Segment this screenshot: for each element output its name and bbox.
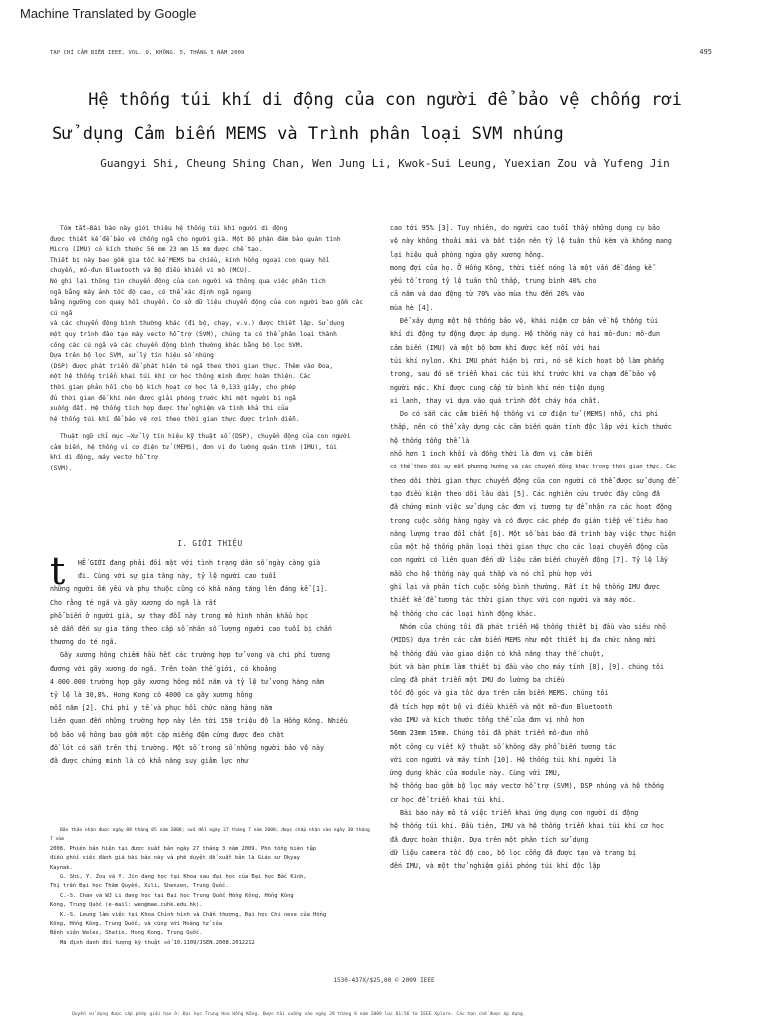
abstract-line: một hệ thống triển khai túi khí cơ học thông minh được hoàn thiện. Các	[50, 373, 311, 381]
body-line: mẫu cho hệ thống này quá thấp và nó chỉ phù hợp với	[390, 569, 593, 578]
abstract-line: và các chuyển động bình thường khác (đi bộ, chạy, v.v.) được thiết lập. Sử dụng	[50, 320, 345, 328]
intro-line: tỷ lệ là 30,8%. Hong Kong có 4000 ca gãy xương hông	[50, 691, 253, 700]
keywords-line: Thuật ngữ chỉ mục —Xử lý tín hiệu kỹ thuật số (DSP), chuyển động của con người	[60, 433, 351, 440]
body-line: Để xây dựng một hệ thống bảo vệ, khái niệm cơ bản về hệ thống túi	[400, 317, 659, 326]
body-line: trong cuộc sống hàng ngày và có được các phép đo gián tiếp về tiêu hao	[390, 516, 668, 525]
body-line: đã tích hợp một bộ vi điều khiển và một mô-đun Bluetooth	[390, 702, 613, 711]
abstract-line: Micro (IMU) có kích thước 56 mm 23 mm 15 mm được chế tạo.	[50, 246, 263, 254]
body-line: thiết kế để tương tác thời gian thực với con người và máy móc.	[390, 596, 637, 605]
intro-line: đồ lót có sẵn trên thị trường. Một số trong số những người bảo vệ này	[50, 743, 324, 752]
abstract-line: hệ thống túi khí để bảo vệ rơi theo thời gian thực được trình diễn.	[50, 415, 300, 423]
body-line: dữ liệu camera tốc độ cao, bộ lọc cổng đã được tạo và trang bị	[390, 848, 637, 857]
intro-line: 4 000 000 trường hợp gãy xương hông mỗi năm và tỷ lệ tử vong hàng năm	[50, 677, 324, 686]
keywords-line: cảm biến, hệ thống vi cơ điện tử (MEMS), đơn vị đo lường quán tính (IMU), túi	[50, 443, 337, 451]
page-number: 495	[699, 48, 712, 56]
body-line: cũng đã phát triển một IMU đo lường ba chiều	[390, 676, 565, 685]
right-column-text	[390, 222, 720, 874]
drop-cap-letter: t	[50, 549, 66, 593]
body-line: hệ thống tổng thể là	[390, 436, 470, 445]
intro-line: đương với gãy xương do ngã. Trên toàn thế giới, có khoảng	[50, 664, 277, 673]
body-line: Bài báo này mô tả việc triển khai ứng dụng con người di động	[400, 809, 639, 818]
index-terms	[50, 432, 370, 474]
body-line: người mặc. Khí được cung cấp từ bình khí nén tiện dụng	[390, 383, 605, 392]
footnote-line: K.-S. Leung làm việc tại Khoa Chỉnh hình và Chấn thương, Đại học Chi nese của Hồng	[60, 911, 327, 918]
body-line: thấp, nên có thể xây dựng các cảm biến quán tính độc lập với kích thước	[390, 423, 672, 432]
machine-translation-banner: Machine Translated by Google	[20, 6, 197, 21]
intro-line: những người ốm yếu và phụ thuộc cũng có khả năng tăng lên đáng kể [1].	[50, 585, 328, 594]
body-line: hệ thống bao gồm bộ lọc máy vectơ hỗ trợ (SVM), DSP nhúng và hệ thống	[390, 782, 664, 791]
body-line: tạo điều kiện theo dõi lâu dài [5]. Các nghiên cứu trước đây cũng đã	[390, 489, 660, 498]
intro-line: Cho rằng té ngã và gãy xương do ngã là rất	[50, 598, 217, 607]
keywords-line: (SVM).	[50, 464, 73, 472]
abstract-line: (DSP) được phát triển để phát hiện té ngã theo thời gian thực. Thêm vào Đoa,	[50, 362, 334, 370]
footnote-line: Kong, Trung Quốc (e-mail: wen@mae.cuhk.edu.hk).	[50, 902, 203, 909]
abstract-line: đủ thời gian để khí nén được giải phóng trước khi một người bị ngã	[50, 394, 296, 402]
body-line: túi khí nylon. Khi IMU phát hiện bị rơi, nó sẽ kích hoạt bộ làm phẳng	[390, 356, 664, 365]
section-heading: I. GIỚI THIỆU	[177, 539, 243, 548]
introduction-text	[50, 557, 370, 768]
body-line: cao tới 95% [3]. Tuy nhiên, do người cao tuổi thấy những dụng cụ bảo	[390, 224, 660, 232]
body-line: Nhóm của chúng tôi đã phát triển Hệ thống thiết bị đầu vào siêu nhỏ	[400, 622, 666, 631]
body-line: lại hiệu quả phòng ngừa gãy xương hông.	[390, 250, 545, 259]
body-line: hệ thống túi khí. Đầu tiên, IMU và hệ thống triển khai túi khí cơ học	[390, 822, 664, 831]
body-line: 56mm 23mm 15mm. Chúng tôi đã phát triển mô-đun nhỏ	[390, 729, 589, 738]
body-line: có thể theo dõi sự mất phương hướng và các chuyển động khác trong thời gian thực. Các	[390, 464, 677, 471]
body-line: của một hệ thống phân loại thời gian thực cho các loại chuyển động của	[390, 543, 668, 552]
body-line: một công cụ viết kỹ thuật số không dây phổ biến tương tác	[390, 742, 617, 751]
issn-copyright: 1530-437X/$25,00 © 2009 IEEE	[333, 977, 435, 984]
body-line: hệ thống đầu vào giao diện có khả năng thay thế chuột,	[390, 649, 605, 658]
body-line: trong, sau đó sẽ triển khai các túi khí trước khi va chạm để bảo vệ	[390, 370, 656, 379]
body-line: con người có liên quan đến dữ liệu cảm biến chuyển động [7]. Tỷ lệ lấy	[390, 556, 668, 565]
body-line: năng lượng trao đổi chất [6]. Một số bài báo đã trình bày việc thực hiện	[390, 529, 676, 538]
abstract	[50, 224, 370, 425]
author-list: Guangyi Shi, Cheung Shing Chan, Wen Jung Li, Kwok-Sui Leung, Yuexian Zou và Yufeng Jin	[100, 157, 670, 170]
body-line: nhỏ hơn 1 inch khối và đồng thời là đơn vị cảm biến	[390, 450, 593, 459]
abstract-line: thời gian phản hồi cho bộ kích hoạt cơ học là 0,133 giây, cho phép	[50, 383, 296, 391]
intro-line: mỗi năm [2]. Chi phí y tế và phục hồi chức năng hàng năm	[50, 704, 273, 713]
intro-line: liên quan đến những trường hợp này lên tới 150 triệu đô la Hồng Kông. Nhiều	[50, 717, 348, 726]
footnote-line: Kaynak.	[50, 864, 73, 871]
intro-line: HẾ GIỚI đang phải đối mặt với tình trạng dân số ngày càng già	[78, 559, 321, 567]
body-line: vào IMU và kích thước tổng thể của đơn vị nhỏ hơn	[390, 715, 585, 724]
body-line: hệ thống cho các loại hình động khác.	[390, 609, 537, 618]
footnote-line: G. Shi, Y. Zou và Y. Jin đang học tại Khoa sau đại học của Đại học Bắc Kinh,	[60, 874, 307, 881]
footnote-received: Bản thảo nhận được ngày 08 tháng 05 năm 2008; sửa đổi ngày 27 tháng 7 năm 2008; được chấp nhận vào ngày 30 tháng 7 năm	[50, 828, 370, 843]
body-line: khí di động tự động được áp dụng. Hệ thống này có hai mô-đun: mô-đun	[390, 330, 660, 339]
body-line: yếu tố trong tỷ lệ tuân thủ thấp, trung bình 40% cho	[390, 277, 597, 286]
body-line: tốc độ góc và gia tốc dựa trên cảm biến MEMS. chúng tôi	[390, 689, 609, 698]
body-line: vệ này không thoải mái và bất tiện nên tỷ lệ tuân thủ kém và không mang	[390, 237, 672, 246]
footnotes	[50, 826, 370, 948]
abstract-line: một quy trình đào tạo máy vectơ hỗ trợ (SVM), chúng ta có thể phân loại thành	[50, 330, 337, 338]
abstract-line: xuống đất. Hệ thống tích hợp được thử nghiệm và tính khả thi của	[50, 405, 289, 413]
abstract-line: ngã bằng máy ảnh tốc độ cao, có thể xác định ngã ngang	[50, 288, 252, 296]
body-line: cơ học để triển khai túi khí.	[390, 795, 506, 804]
body-line: bút và bàn phím làm thiết bị đầu vào cho máy tính [8], [9]. chúng tôi	[390, 662, 664, 671]
body-line: đã được hoàn thiện. Dựa trên một phân tích sử dụng	[390, 835, 589, 844]
abstract-line: bằng ngưỡng con quay hồi chuyển. Cơ sở dữ liệu chuyển động của con người bao gồm các cú ngã	[50, 299, 363, 317]
footnote-line: điều phối việc đánh giá bài báo này và phê duyệt để xuất bản là Giáo sư Okyay	[50, 855, 300, 862]
footnote-line: Kông, Hồng Kông, Trung Quốc, và cùng với Hoàng tử của	[50, 921, 223, 928]
body-line: (MIDS) dựa trên các cảm biến MEMS như một thiết bị đa chức năng mới	[390, 636, 656, 645]
intro-line: thương do té ngã.	[50, 638, 118, 647]
running-header: TẠP CHÍ CẢM BIẾN IEEE, VOL. 9, KHÔNG. 5, THÁNG 5 NĂM 2009	[50, 50, 245, 56]
keywords-line: khí di động, máy vectơ hỗ trợ	[50, 454, 159, 462]
doi-line: Mã định danh đối tượng kỹ thuật số 10.1109/JSEN.2008.2012212	[60, 939, 255, 946]
footnote-line: Thị trấn Đại học Thâm Quyến, Xili, Shenzen, Trung Quốc.	[50, 883, 229, 890]
abstract-line: chuyển, mô-đun Bluetooth và Bộ điều khiển vi mô (MCU).	[50, 267, 252, 275]
body-line: ứng dụng khác của module này. Cùng với IMU,	[390, 769, 561, 778]
footnote-line: Bệnh viện Wales, Shatin, Hong Kong, Trung Quốc.	[50, 930, 203, 937]
body-line: ghi lại và phân tích cuộc sống bình thường. Rất ít hệ thống IMU được	[390, 583, 660, 592]
body-line: theo dõi thời gian thực chuyển động của con người có thể được sử dụng để	[390, 476, 676, 485]
abstract-line: Dựa trên bộ lọc SVM, xử lý tín hiệu số nhúng	[50, 352, 214, 360]
footnote-line: C.-S. Chan và WJ Li đang học tại Đại học Trung Quốc Hồng Kông, Hồng Kông	[60, 892, 294, 899]
body-line: xi lanh, thay vì dựa vào quá trình đốt cháy hóa chất.	[390, 396, 601, 405]
abstract-line: Tóm tắt—Bài báo này giới thiệu hệ thống túi khí người di động	[60, 225, 288, 232]
abstract-line: Nó ghi lại thông tin chuyển động của con người và thông qua việc phân tích	[50, 277, 326, 285]
body-line: với con người và máy tính [10]. Hệ thống túi khí người là	[390, 755, 617, 764]
intro-line: bộ bảo vệ hông bao gồm một cặp miếng đệm cứng được đeo chặt	[50, 730, 285, 739]
license-notice: Quyền sử dụng được cấp phép giới hạn ở: Đại học Trung Hoa Hồng Kông. Được tải xuống vào ngày 28 tháng 8 năm 2009 lúc 01:56 từ IEEE Xplore. Các hạn chế được áp dụng.	[72, 1012, 526, 1017]
abstract-line: công các cú ngã và các chuyển động bình thường khác bằng bộ lọc SVM.	[50, 341, 304, 349]
body-line: cả năm và dao động từ 70% vào mùa thu đến 20% vào	[390, 290, 585, 299]
body-line: đến IMU, và một thử nghiệm giải phóng túi khí độc lập	[390, 862, 601, 871]
intro-line: Gãy xương hông chiếm hầu hết các trường hợp tử vong và chi phí tương	[60, 651, 330, 660]
abstract-line: được thiết kế để bảo vệ chống ngã cho người già. Một Bộ phận đám bảo quán tính	[50, 235, 341, 243]
body-line: mong đợi của họ. Ở Hồng Kông, thời tiết nóng là một vấn đề đáng kể	[390, 263, 653, 272]
footnote-line: 2008. Phiên bản hiện tại được xuất bản ngày 27 tháng 3 năm 2009. Phó tổng biên tập	[50, 845, 317, 852]
intro-line: đã được chứng minh là có khả năng suy giảm lực như	[50, 757, 249, 766]
intro-line: đi. Cùng với sự gia tăng này, tỷ lệ người cao tuổi	[78, 572, 277, 581]
intro-line: sẽ dẫn đến sự gia tăng theo cấp số nhân số lượng người cao tuổi bị chấn	[50, 625, 332, 634]
abstract-line: Thiết bị này bao gồm gia tốc kế MEMS ba chiều, kính hồng ngoại con quay hồi	[50, 256, 330, 264]
paper-title-line1: Hệ thống túi khí di động của con người để bảo vệ chống rơi	[88, 90, 682, 110]
paper-title-line2: Sử dụng Cảm biến MEMS và Trình phân loại SVM nhúng	[52, 124, 564, 144]
body-line: Do có sẵn các cảm biến hệ thống vi cơ điện tử (MEMS) nhỏ, chi phí	[400, 410, 659, 419]
body-line: mùa hè [4].	[390, 303, 434, 312]
body-line: cảm biến (IMU) và một bộ bơm khí được kết nối với hai	[390, 343, 601, 352]
body-line: đã chứng minh việc sử dụng các đơn vị tương tự để nhận ra các hoạt động	[390, 503, 672, 512]
intro-line: phổ biến ở người già, sự thay đổi này trong mô hình nhân khẩu học	[50, 611, 309, 620]
